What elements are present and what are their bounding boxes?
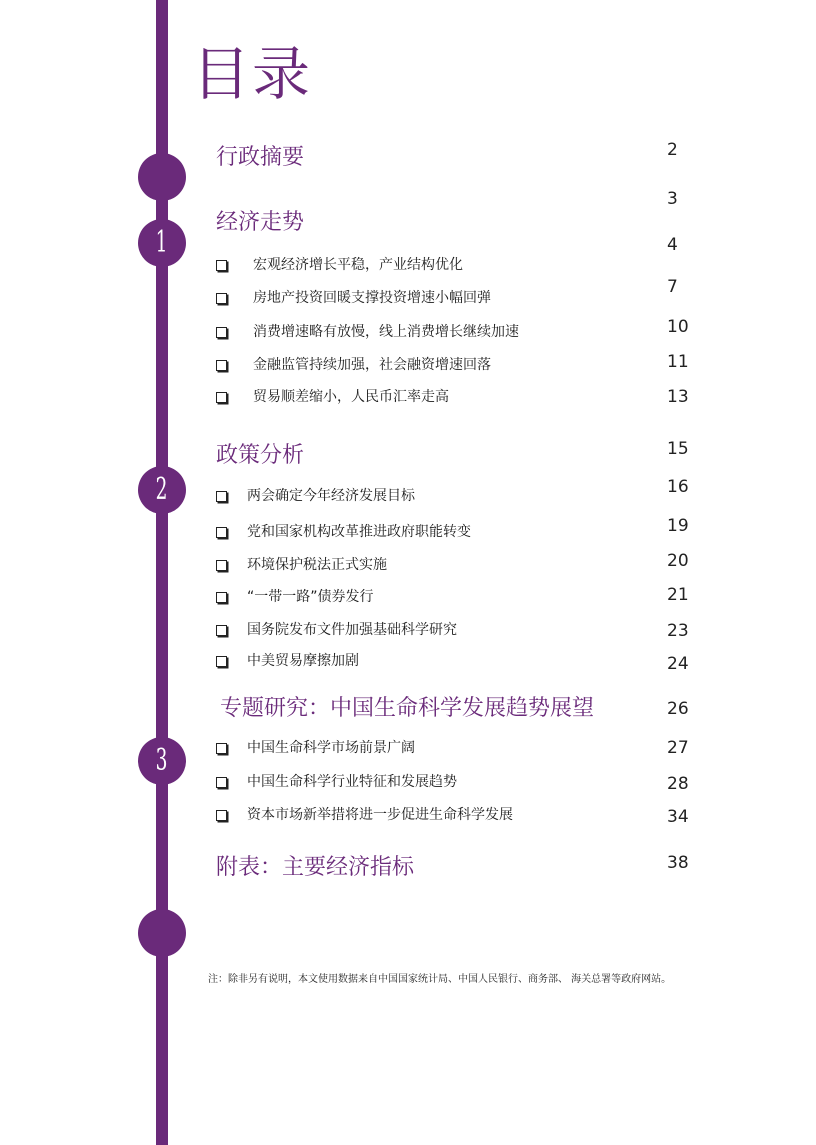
checkbox-bullet-icon (216, 656, 227, 667)
page-number: 3 (667, 189, 678, 209)
page-number: 24 (667, 654, 689, 674)
page-number: 11 (667, 352, 689, 372)
page-number: 10 (667, 317, 689, 337)
page-number: 2 (667, 140, 678, 160)
checkbox-bullet-icon (216, 327, 227, 338)
page-title: 目录 (192, 40, 313, 108)
toc-item[interactable]: 贸易顺差缩小，人民币汇率走高 (214, 387, 449, 407)
toc-section-appendix[interactable]: 附表：主要经济指标 (216, 855, 415, 880)
timeline-node-2 (138, 466, 186, 514)
page-number: 13 (667, 387, 689, 407)
toc-item[interactable]: 国务院发布文件加强基础科学研究 (214, 620, 457, 640)
toc-section-special[interactable]: 专题研究：中国生命科学发展趋势展望 (220, 696, 595, 721)
checkbox-bullet-icon (216, 360, 227, 371)
page-number: 34 (667, 807, 689, 827)
toc-section-executive-summary[interactable]: 行政摘要 (216, 145, 305, 170)
toc-section-policy[interactable]: 政策分析 (216, 443, 305, 468)
page-number: 16 (667, 477, 689, 497)
page-number: 7 (667, 277, 678, 297)
page-number: 38 (667, 853, 689, 873)
page-number: 27 (667, 738, 689, 758)
timeline-node-1 (138, 219, 186, 267)
checkbox-bullet-icon (216, 625, 227, 636)
checkbox-bullet-icon (216, 743, 227, 754)
timeline-node-3 (138, 737, 186, 785)
timeline-node-label: 3 (156, 743, 168, 778)
toc-item[interactable]: 中美贸易摩擦加剧 (214, 651, 359, 671)
checkbox-bullet-icon (216, 260, 227, 271)
toc-item[interactable]: 消费增速略有放慢，线上消费增长继续加速 (214, 322, 519, 342)
checkbox-bullet-icon (216, 293, 227, 304)
timeline-node (138, 909, 186, 957)
checkbox-bullet-icon (216, 527, 227, 538)
timeline-node-label: 2 (156, 472, 168, 507)
page-number: 4 (667, 235, 678, 255)
toc-item[interactable]: 房地产投资回暖支撑投资增速小幅回弹 (214, 288, 491, 308)
toc-item[interactable]: 宏观经济增长平稳，产业结构优化 (214, 255, 463, 275)
checkbox-bullet-icon (216, 592, 227, 603)
toc-item[interactable]: 环境保护税法正式实施 (214, 555, 387, 575)
checkbox-bullet-icon (216, 560, 227, 571)
page-number: 23 (667, 621, 689, 641)
toc-item[interactable]: 中国生命科学市场前景广阔 (214, 738, 415, 758)
checkbox-bullet-icon (216, 491, 227, 502)
page-number: 19 (667, 516, 689, 536)
page-number: 26 (667, 699, 689, 719)
page-number: 15 (667, 439, 689, 459)
footnote: 注：除非另有说明，本文使用数据来自中国国家统计局、中国人民银行、商务部、 海关总署等政府网站。 (208, 974, 672, 985)
toc-item[interactable]: 两会确定今年经济发展目标 (214, 486, 415, 506)
toc-item[interactable]: 中国生命科学行业特征和发展趋势 (214, 772, 457, 792)
timeline-node-label: 1 (156, 225, 168, 260)
checkbox-bullet-icon (216, 810, 227, 821)
checkbox-bullet-icon (216, 392, 227, 403)
checkbox-bullet-icon (216, 777, 227, 788)
page-number: 21 (667, 585, 689, 605)
page-number: 20 (667, 551, 689, 571)
page-number: 28 (667, 774, 689, 794)
toc-item[interactable]: 党和国家机构改革推进政府职能转变 (214, 522, 471, 542)
toc-item[interactable]: 金融监管持续加强，社会融资增速回落 (214, 355, 491, 375)
timeline-node (138, 153, 186, 201)
toc-section-economy[interactable]: 经济走势 (216, 210, 305, 235)
toc-item[interactable]: 资本市场新举措将进一步促进生命科学发展 (214, 805, 513, 825)
toc-item[interactable]: “一带一路”债券发行 (214, 587, 374, 607)
